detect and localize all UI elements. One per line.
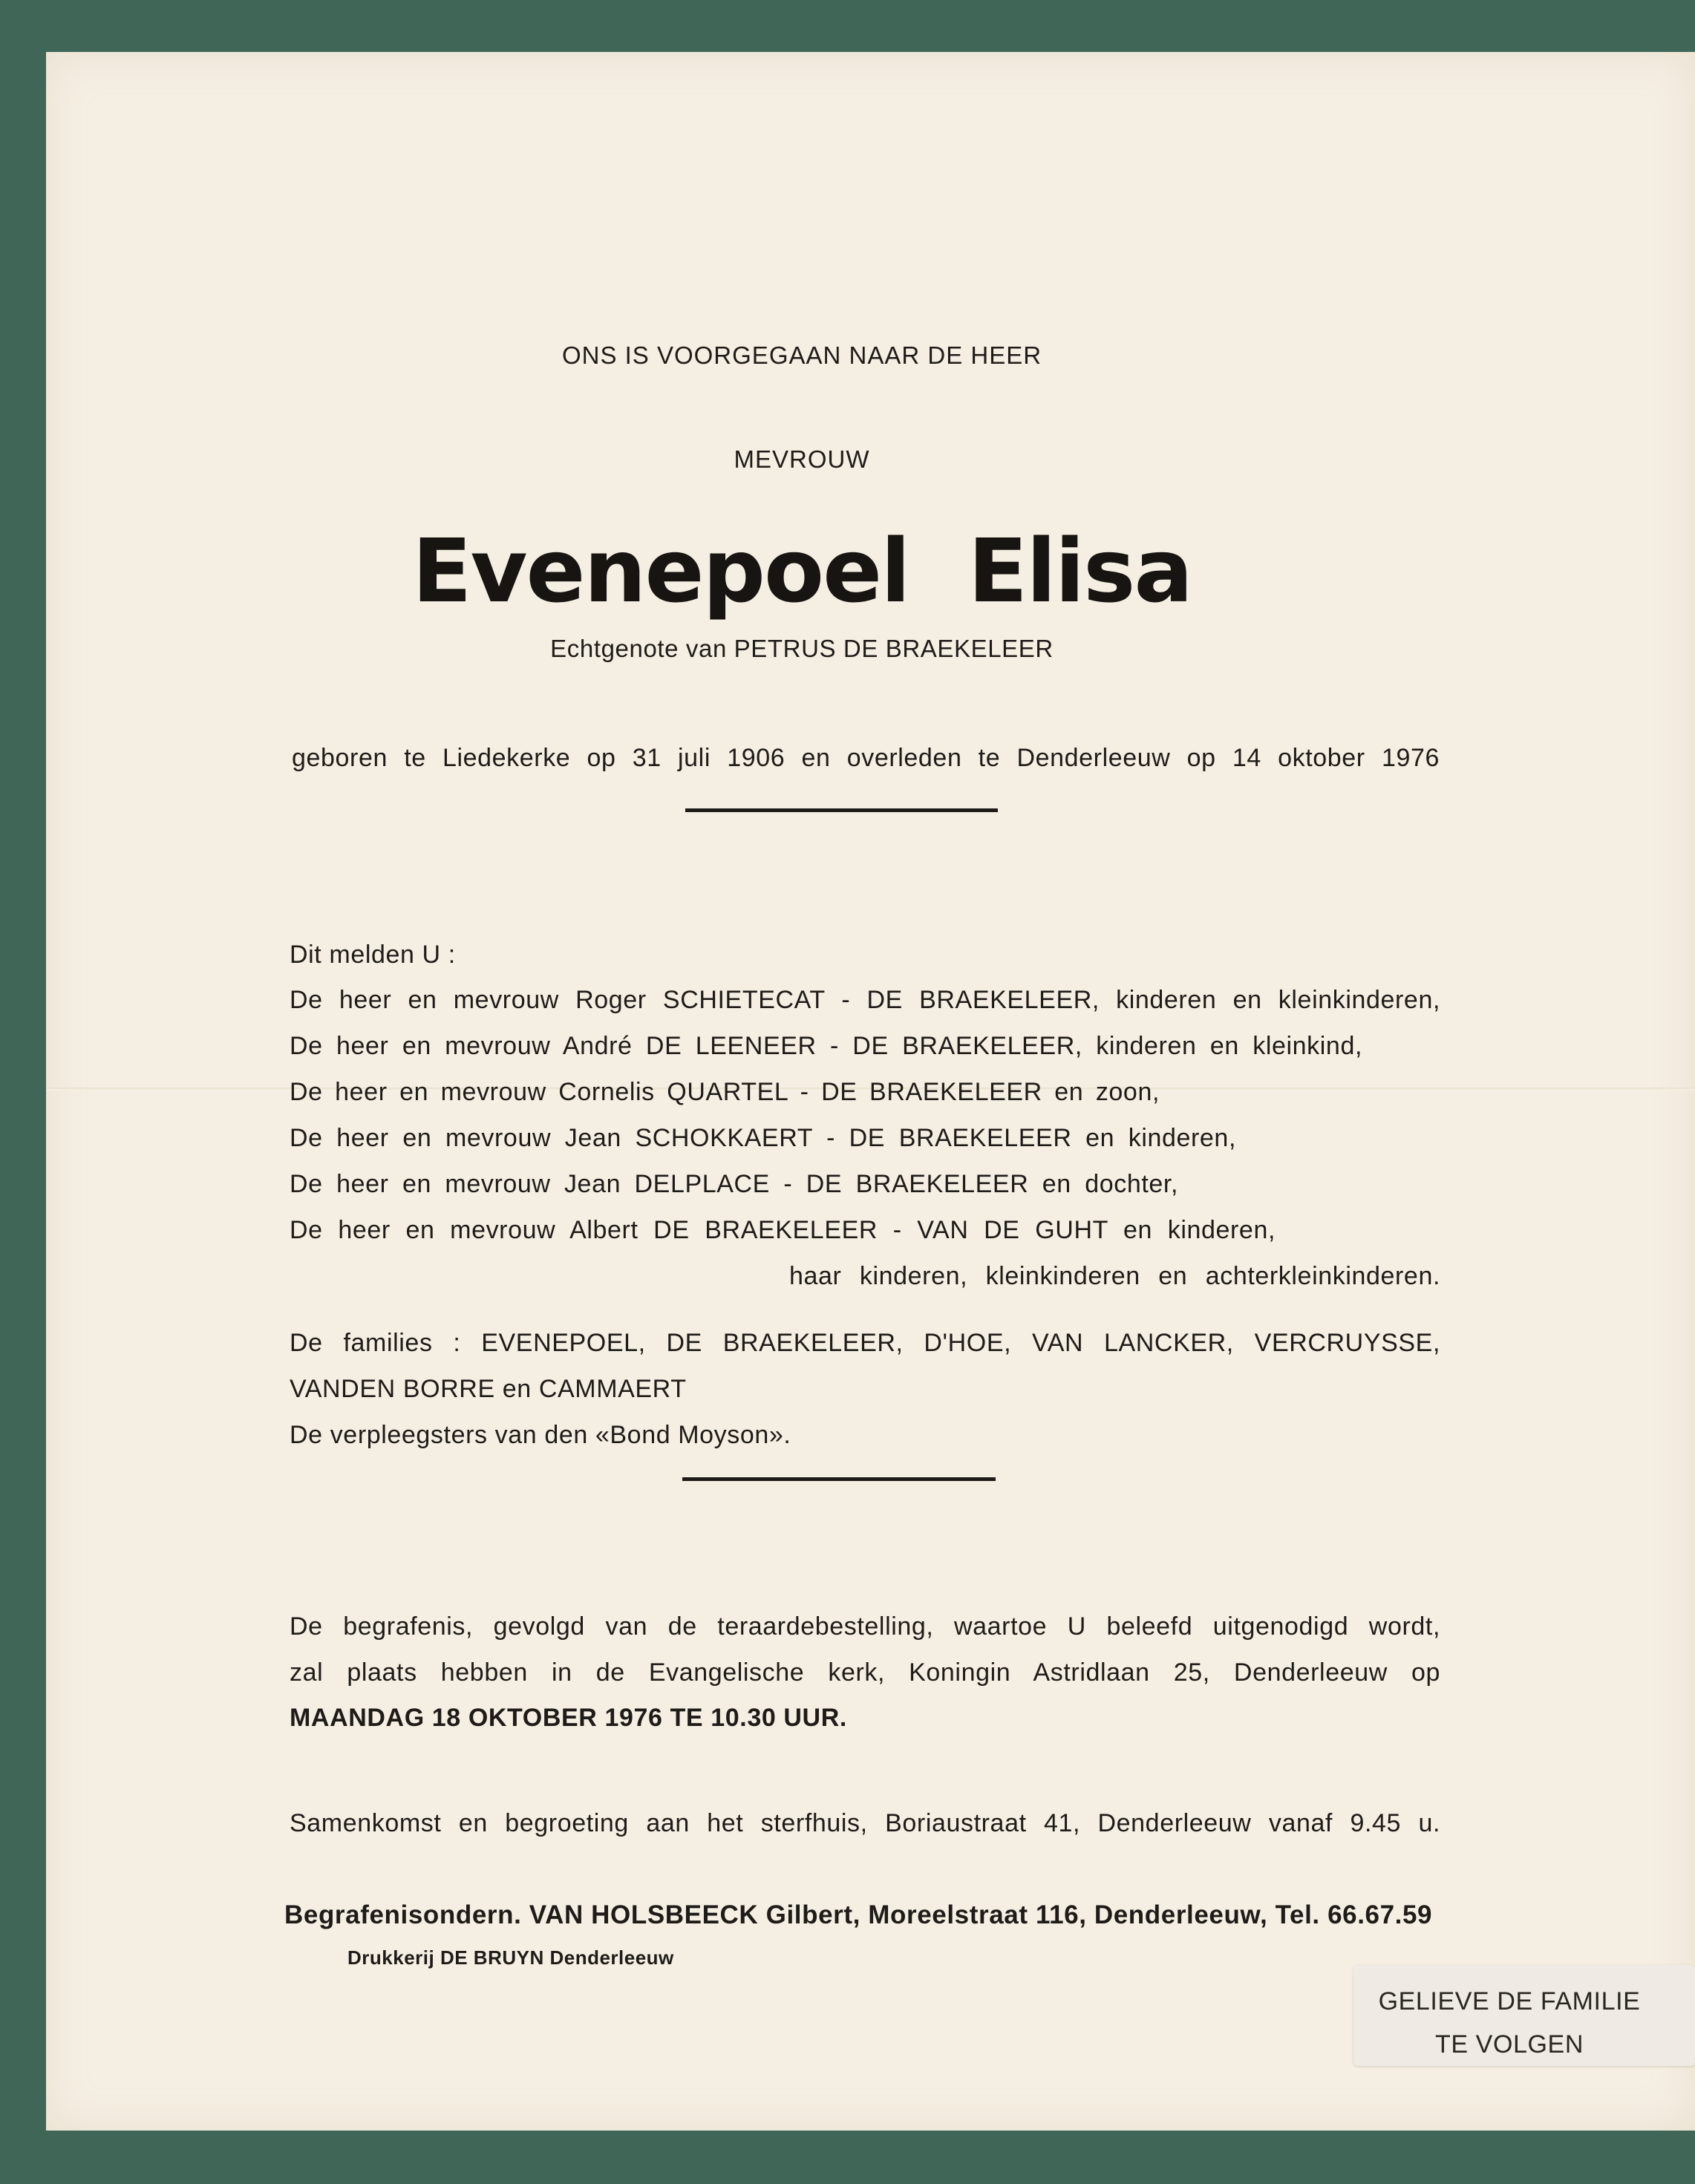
deceased-name: Evenepoel Elisa bbox=[411, 520, 1192, 622]
printer-line: Drukkerij DE BRUYN Denderleeuw bbox=[347, 1946, 674, 1969]
announcer-line: De heer en mevrouw Jean SCHOKKAERT - DE BRAEKELEER en kinderen, bbox=[290, 1124, 1236, 1152]
announcer-line: De heer en mevrouw André DE LEENEER - DE BRAEKELEER, kinderen en kleinkind, bbox=[290, 1032, 1362, 1060]
meeting-line: Samenkomst en begroeting aan het sterfhuis, Boriaustraat 41, Denderleeuw vanaf 9.45 u. bbox=[290, 1809, 1440, 1837]
announcer-line: De heer en mevrouw Albert DE BRAEKELEER - VAN DE GUHT en kinderen, bbox=[290, 1216, 1276, 1244]
announcer-line: De heer en mevrouw Jean DELPLACE - DE BRAEKELEER en dochter, bbox=[290, 1170, 1178, 1198]
funeral-datetime: MAANDAG 18 OKTOBER 1976 TE 10.30 UUR. bbox=[290, 1704, 847, 1732]
descendants-line: haar kinderen, kleinkinderen en achterkleinkinderen. bbox=[789, 1262, 1440, 1290]
nurses-line: De verpleegsters van den «Bond Moyson». bbox=[290, 1421, 791, 1449]
follow-family-sticker bbox=[1353, 1965, 1695, 2066]
funeral-location-line: zal plaats hebben in de Evangelische kerk, Koningin Astridlaan 25, Denderleeuw op bbox=[290, 1658, 1440, 1687]
announcer-line: De heer en mevrouw Cornelis QUARTEL - DE BRAEKELEER en zoon, bbox=[290, 1078, 1160, 1106]
undertaker-line: Begrafenisondern. VAN HOLSBEECK Gilbert, Moreelstraat 116, Denderleeuw, Tel. 66.67.59 bbox=[284, 1900, 1433, 1929]
divider-bottom bbox=[682, 1477, 996, 1481]
spouse-line: Echtgenote van PETRUS DE BRAEKELEER bbox=[550, 635, 1054, 662]
title-prefix: MEVROUW bbox=[734, 445, 870, 473]
divider-top bbox=[685, 808, 998, 812]
announcers-intro: Dit melden U : bbox=[290, 941, 456, 969]
families-line-continued: VANDEN BORRE en CAMMAERT bbox=[290, 1375, 687, 1403]
sticker-line: TE VOLGEN bbox=[1434, 2030, 1584, 2059]
header-text: ONS IS VOORGEGAAN NAAR DE HEER bbox=[561, 341, 1042, 369]
sticker-line: GELIEVE DE FAMILIE bbox=[1378, 1987, 1641, 2015]
families-line: De families : EVENEPOEL, DE BRAEKELEER, D'HOE, VAN LANCKER, VERCRUYSSE, bbox=[290, 1329, 1440, 1357]
announcer-line: De heer en mevrouw Roger SCHIETECAT - DE BRAEKELEER, kinderen en kleinkinderen, bbox=[290, 986, 1440, 1014]
birth-death-line: geboren te Liedekerke op 31 juli 1906 en overleden te Denderleeuw op 14 oktober 1976 bbox=[292, 744, 1440, 772]
funeral-line: De begrafenis, gevolgd van de teraardebestelling, waartoe U beleefd uitgenodigd wordt, bbox=[290, 1612, 1440, 1641]
